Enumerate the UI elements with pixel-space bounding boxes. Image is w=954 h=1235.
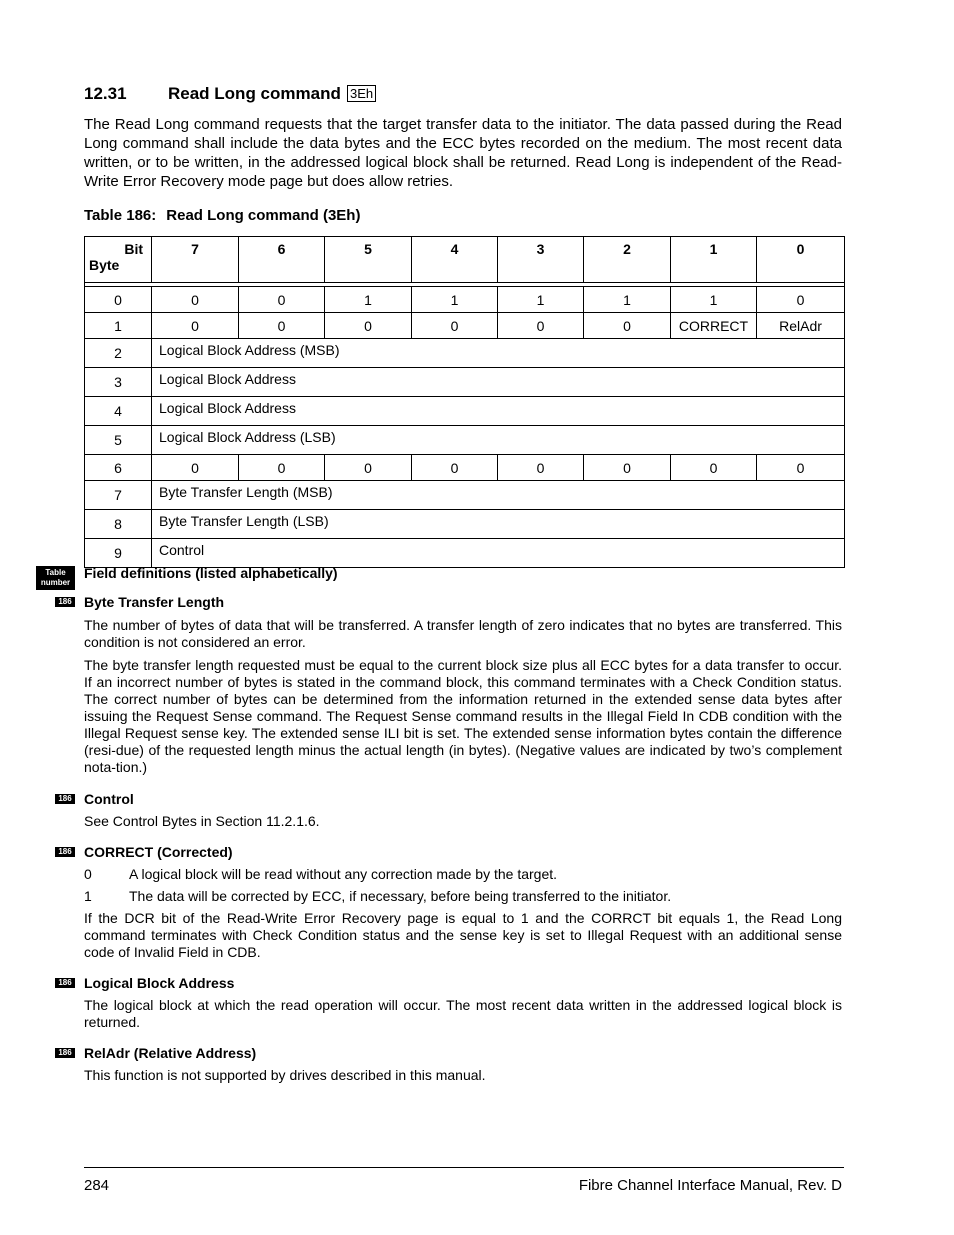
page-number: 284 bbox=[84, 1177, 110, 1194]
field-span-cell: Logical Block Address bbox=[152, 368, 845, 397]
bit-header: 5 bbox=[325, 237, 412, 283]
table-caption-title: Read Long command (3Eh) bbox=[166, 207, 361, 224]
bit-cell: 0 bbox=[412, 313, 498, 339]
bit-cell: 0 bbox=[757, 455, 845, 481]
field-span-cell: Logical Block Address (LSB) bbox=[152, 426, 845, 455]
bit-cell: 0 bbox=[498, 455, 584, 481]
table-row bbox=[85, 397, 845, 426]
table-row bbox=[85, 287, 845, 313]
table-row bbox=[85, 339, 845, 368]
bit-cell: 0 bbox=[584, 313, 671, 339]
table-row bbox=[85, 426, 845, 455]
bit-cell: 1 bbox=[498, 287, 584, 313]
table-row bbox=[85, 313, 845, 339]
field-span-cell: Logical Block Address bbox=[152, 397, 845, 426]
field-definitions-heading: Field definitions (listed alphabetically) bbox=[84, 565, 338, 581]
field-title-control: Control bbox=[84, 791, 134, 807]
bit-cell: 0 bbox=[152, 313, 239, 339]
byte-cell: 1 bbox=[85, 313, 152, 339]
section-number: 12.31 bbox=[84, 84, 127, 103]
bit-header: 7 bbox=[152, 237, 239, 283]
field-text: The logical block at which the read operation will occur. The most recent data written in the addressed logical block is returned. bbox=[84, 997, 842, 1030]
field-text: The number of bytes of data that will be transferred. A transfer length of zero indicates that no bytes are transferred. This condition is not considered an error. bbox=[84, 617, 842, 650]
table-row bbox=[85, 455, 845, 481]
table-row bbox=[85, 510, 845, 539]
correct-bit-cell: CORRECT bbox=[671, 313, 757, 339]
byte-cell: 2 bbox=[85, 339, 152, 368]
value-description: The data will be corrected by ECC, if necessary, before being transferred to the initiator. bbox=[129, 888, 672, 904]
table-caption bbox=[84, 207, 360, 224]
byte-cell: 0 bbox=[85, 287, 152, 313]
bit-cell: 0 bbox=[239, 287, 325, 313]
bit-cell: 0 bbox=[757, 287, 845, 313]
byte-label: Byte bbox=[89, 257, 120, 273]
field-span-cell: Logical Block Address (MSB) bbox=[152, 339, 845, 368]
field-text: This function is not supported by drives described in this manual. bbox=[84, 1067, 486, 1083]
byte-cell: 3 bbox=[85, 368, 152, 397]
bit-byte-header bbox=[85, 237, 152, 283]
bit-cell: 1 bbox=[584, 287, 671, 313]
byte-cell: 7 bbox=[85, 481, 152, 510]
bit-header: 0 bbox=[757, 237, 845, 283]
bit-cell: 1 bbox=[671, 287, 757, 313]
intro-paragraph: The Read Long command requests that the target transfer data to the initiator. The data passed during the Read Long command shall include the data bytes and the ECC bytes recorded on the medium. The most recent data written, or to be written, in the addressed logical block shall be returned. Read Long is independent of the Read-Write Error Recovery mode page but does allow retries. bbox=[84, 116, 842, 190]
bit-cell: 0 bbox=[498, 313, 584, 339]
table-ref-tag: 186 bbox=[55, 978, 75, 988]
bit-label: Bit bbox=[124, 241, 143, 257]
table-row bbox=[85, 539, 845, 568]
value-description: A logical block will be read without any correction made by the target. bbox=[129, 866, 558, 882]
table-ref-tag: 186 bbox=[55, 847, 75, 857]
reladr-bit-cell: RelAdr bbox=[757, 313, 845, 339]
table-row bbox=[85, 368, 845, 397]
table-ref-tag: 186 bbox=[55, 597, 75, 607]
field-span-cell: Byte Transfer Length (MSB) bbox=[152, 481, 845, 510]
footer-rule bbox=[84, 1167, 844, 1168]
byte-cell: 5 bbox=[85, 426, 152, 455]
bit-header: 6 bbox=[239, 237, 325, 283]
value-number: 0 bbox=[84, 866, 92, 882]
bit-cell: 0 bbox=[152, 455, 239, 481]
table-ref-tag: 186 bbox=[55, 794, 75, 804]
bit-header: 1 bbox=[671, 237, 757, 283]
table-row bbox=[85, 481, 845, 510]
table-number-tag bbox=[36, 566, 75, 590]
field-span-cell: Control bbox=[152, 539, 845, 568]
table-caption-label: Table 186: bbox=[84, 207, 157, 224]
table-number-tag-line2: number bbox=[40, 578, 71, 587]
field-text: If the DCR bit of the Read-Write Error Recovery page is equal to 1 and the CORRCT bit equals 1, the Read Long command terminates with Check Condition status and the sense key is set to Illegal Request with an additional sense code of Invalid Field in CDB. bbox=[84, 910, 842, 960]
document-title: Fibre Channel Interface Manual, Rev. D bbox=[578, 1177, 842, 1194]
value-number: 1 bbox=[84, 888, 92, 904]
bit-cell: 0 bbox=[239, 455, 325, 481]
bit-cell: 0 bbox=[239, 313, 325, 339]
field-span-cell: Byte Transfer Length (LSB) bbox=[152, 510, 845, 539]
field-title-logical-block-address: Logical Block Address bbox=[84, 975, 235, 991]
section-title: Read Long command bbox=[168, 84, 341, 103]
field-title-correct: CORRECT (Corrected) bbox=[84, 844, 233, 860]
bit-cell: 0 bbox=[412, 455, 498, 481]
bit-header: 4 bbox=[412, 237, 498, 283]
field-text: See Control Bytes in Section 11.2.1.6. bbox=[84, 813, 320, 829]
bit-cell: 1 bbox=[412, 287, 498, 313]
bit-cell: 0 bbox=[325, 455, 412, 481]
field-title-byte-transfer-length: Byte Transfer Length bbox=[84, 594, 225, 610]
byte-cell: 8 bbox=[85, 510, 152, 539]
bit-cell: 0 bbox=[325, 313, 412, 339]
table-ref-tag: 186 bbox=[55, 1048, 75, 1058]
bit-cell: 0 bbox=[584, 455, 671, 481]
bit-cell: 0 bbox=[671, 455, 757, 481]
table-number-tag-line1: Table bbox=[45, 568, 66, 577]
byte-cell: 4 bbox=[85, 397, 152, 426]
field-text: The byte transfer length requested must be equal to the current block size plus all ECC bytes for a data transfer to occur. If an incorrect number of bytes is stated in the command block, this command terminates with a Check Condition status. The correct number of bytes can be determined from the information returned in the extended sense data bytes after issuing the Request Sense command. The Request Sense command results in the Illegal Field In CDB condition with the Illegal Request sense key. The extended sense ILI bit is set. The extended sense information bytes contain the difference (resi-due) of the requested length minus the actual length (in bytes). (Negative values are indicated by two’s complement nota-tion.) bbox=[84, 657, 842, 775]
opcode-box: 3Eh bbox=[347, 85, 376, 102]
byte-cell: 9 bbox=[85, 539, 152, 568]
field-title-reladr: RelAdr (Relative Address) bbox=[84, 1045, 257, 1061]
table-header-row bbox=[85, 237, 845, 283]
bit-header: 2 bbox=[584, 237, 671, 283]
byte-cell: 6 bbox=[85, 455, 152, 481]
bit-header: 3 bbox=[498, 237, 584, 283]
command-table bbox=[84, 236, 845, 568]
bit-cell: 0 bbox=[152, 287, 239, 313]
bit-cell: 1 bbox=[325, 287, 412, 313]
